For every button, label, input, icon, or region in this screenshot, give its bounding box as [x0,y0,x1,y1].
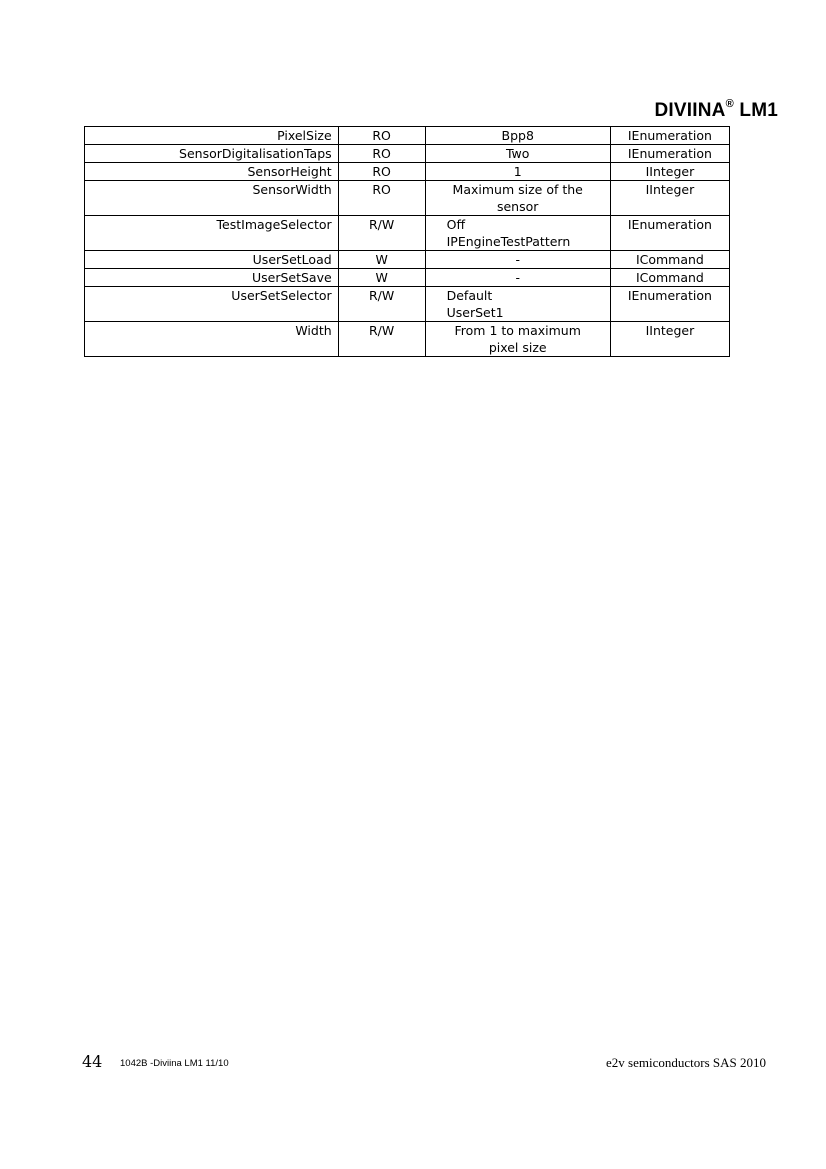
values-cell [425,127,610,145]
values-cell [425,216,610,251]
parameter-name-cell: SensorWidth [85,181,339,216]
interface-type-cell: IInteger [610,181,729,216]
parameter-name-cell: TestImageSelector [85,216,339,251]
values-cell [425,163,610,181]
value-line: - [515,252,520,267]
parameter-name-cell: UserSetLoad [85,251,339,269]
parameter-name-cell: UserSetSelector [85,287,339,322]
interface-type-cell: ICommand [610,251,729,269]
access-mode-cell: RO [338,127,425,145]
value-line: Bpp8 [501,128,534,143]
parameter-name-cell: SensorHeight [85,163,339,181]
value-line: From 1 to maximum [454,323,581,338]
table-row [85,251,730,269]
table-row [85,145,730,163]
values-cell [425,145,610,163]
access-mode-cell: W [338,251,425,269]
table-row [85,216,730,251]
interface-type-cell: ICommand [610,269,729,287]
access-mode-cell: W [338,269,425,287]
parameters-table [84,126,730,357]
access-mode-cell: R/W [338,322,425,357]
parameter-name-cell: Width [85,322,339,357]
parameter-name-cell: SensorDigitalisationTaps [85,145,339,163]
values-cell [425,181,610,216]
footer-document-reference: 1042B -Diviina LM1 11/10 [120,1058,229,1069]
value-line: Maximum size of the [452,182,583,197]
interface-type-cell: IEnumeration [610,145,729,163]
value-line: IPEngineTestPattern [446,234,571,249]
values-cell [425,269,610,287]
header-title-suffix: LM1 [739,100,778,121]
table-row [85,322,730,357]
values-cell [425,322,610,357]
value-line: pixel size [488,340,547,355]
interface-type-cell: IEnumeration [610,287,729,322]
interface-type-cell: IEnumeration [610,127,729,145]
footer-company: e2v semiconductors SAS 2010 [606,1055,766,1070]
value-line: Two [505,146,530,161]
value-line: 1 [513,164,522,179]
access-mode-cell: RO [338,181,425,216]
access-mode-cell: R/W [338,216,425,251]
footer-page-number: 44 [82,1052,103,1071]
value-line: sensor [496,199,539,214]
document-header-title [655,100,778,122]
parameter-name-cell: UserSetSave [85,269,339,287]
table-row [85,287,730,322]
values-cell [425,251,610,269]
interface-type-cell: IEnumeration [610,216,729,251]
access-mode-cell: R/W [338,287,425,322]
access-mode-cell: RO [338,145,425,163]
table-row [85,181,730,216]
parameter-name-cell: PixelSize [85,127,339,145]
table-row [85,127,730,145]
interface-type-cell: IInteger [610,322,729,357]
table-row [85,269,730,287]
value-line: Default [446,288,493,303]
parameters-table-body [85,127,730,357]
access-mode-cell: RO [338,163,425,181]
table-row [85,163,730,181]
header-title-text: DIVIINA [654,100,726,121]
value-line: Off [446,217,466,232]
registered-mark: ® [725,98,734,110]
value-line: - [515,270,520,285]
interface-type-cell: IInteger [610,163,729,181]
values-cell [425,287,610,322]
value-line: UserSet1 [446,305,504,320]
